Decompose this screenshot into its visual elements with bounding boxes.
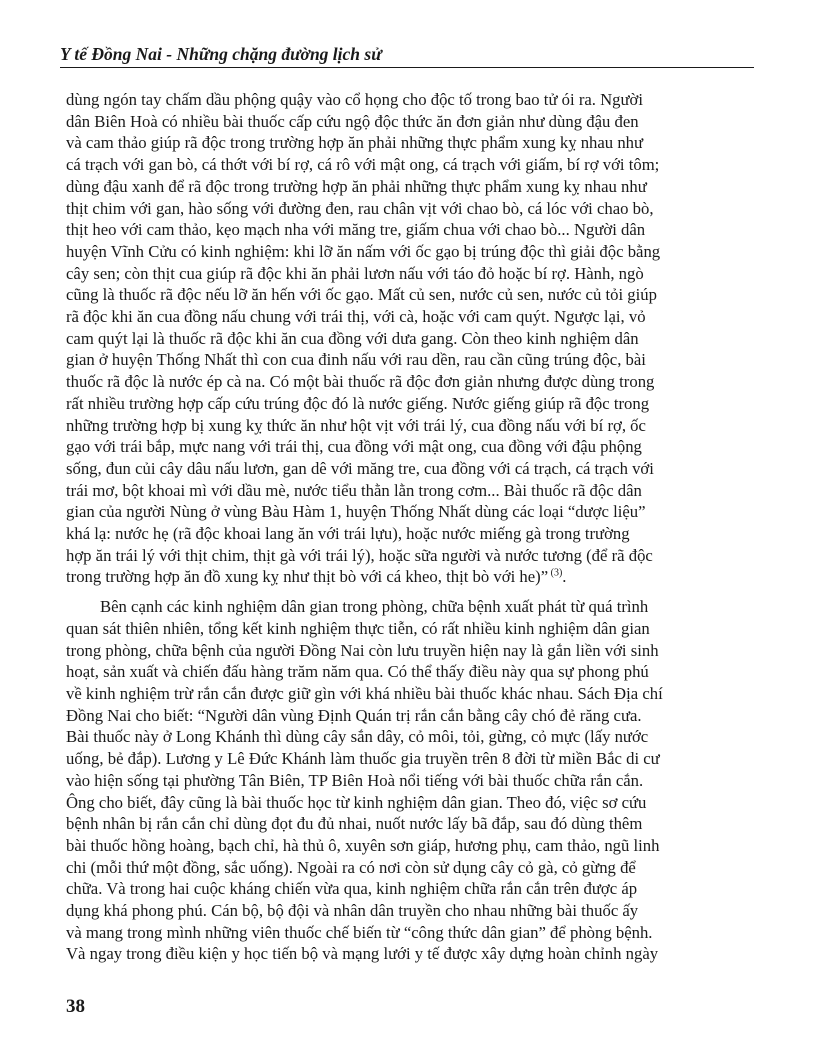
footnote-marker: (3)	[548, 567, 563, 579]
paragraph	[66, 596, 756, 965]
text-line: cũng là thuốc rã độc nếu lỡ ăn hến với ốc gạo. Mất củ sen, nước củ sen, nước củ tỏi giúp	[66, 285, 657, 305]
text-line: và mang trong mình những viên thuốc chế biến từ “công thức dân gian” để phòng bệnh.	[66, 922, 653, 942]
text-line: bài thuốc hồng hoàng, bạch chỉ, hà thủ ô, xuyên sơn giáp, hương phụ, cam thảo, ngũ linh	[66, 835, 660, 855]
text-line: huyện Vĩnh Cửu có kinh nghiệm: khi lỡ ăn nấm với ốc gạo bị trúng độc thì giải độc bằng	[66, 241, 661, 261]
text-line: Bên cạnh các kinh nghiệm dân gian trong phòng, chữa bệnh xuất phát từ quá trình	[100, 597, 649, 617]
text-line: chữa. Và trong hai cuộc kháng chiến vừa qua, kinh nghiệm chữa rắn cắn trên được áp	[66, 879, 638, 899]
running-header-title: Y tế Đồng Nai - Những chặng đường lịch sử	[60, 44, 382, 64]
header-rule	[60, 67, 754, 68]
text-line: và cam thảo giúp rã độc trong trường hợp ăn phải những thực phẩm xung kỵ nhau như	[66, 133, 644, 153]
text-line: trong trường hợp ăn đồ xung kỵ như thịt bò với cá kheo, thịt bò với he)” $^{(3)}$.	[66, 567, 567, 587]
text-line: sống, đun củi cây dâu nấu lươn, gan dê với măng tre, cua đồng với cá trạch, cá trạch với	[66, 458, 654, 478]
text-line: vào hiện sống tại phường Tân Biên, TP Biên Hoà nổi tiếng với bài thuốc chữa rắn cắn.	[66, 770, 644, 790]
text-line: về kinh nghiệm trừ rắn cắn được giữ gìn với khá nhiều bài thuốc khác nhau. Sách Địa chí	[66, 683, 663, 703]
text-line: Và ngay trong điều kiện y học tiến bộ và mạng lưới y tế được xây dựng hoàn chỉnh ngày	[66, 944, 659, 964]
text-line: rã độc khi ăn cua đồng nấu chung với trái thị, với cà, hoặc với cam quýt. Ngược lại, vỏ	[66, 307, 646, 327]
text-line: Ông cho biết, đây cũng là bài thuốc học từ kinh nghiệm dân gian. Theo đó, việc sơ cứu	[66, 792, 647, 812]
text-line: quan sát thiên nhiên, tổng kết kinh nghiệm thực tiễn, có rất nhiều kinh nghiệm dân gian	[66, 618, 650, 638]
paragraph	[66, 89, 756, 588]
text-line: thuốc rã độc là nước ép cà na. Có một bài thuốc rã độc đơn giản nhưng được dùng trong	[66, 372, 655, 392]
text-line: thịt heo với cam thảo, kẹo mạch nha với măng tre, giấm chua với chao bò... Người dân	[66, 220, 646, 240]
text-line: dùng đậu xanh để rã độc trong trường hợp ăn phải những thực phẩm xung kỵ nhau như	[66, 176, 647, 196]
text-line: cây sen; còn thịt cua giúp rã độc khi ăn phải lươn nấu với táo đỏ hoặc bí rợ. Hành, ngò	[66, 263, 644, 283]
text-line: cá trạch với gan bò, cá thớt với bí rợ, cá rô với mật ong, cá trạch với giấm, bí rợ với tôm;	[66, 155, 660, 175]
text-line: những trường hợp bị xung kỵ thức ăn như hột vịt với trái lý, cua đồng nấu với bí rợ, ốc	[66, 415, 646, 435]
text-line: thịt chim với gan, hào sống với đường đen, rau chân vịt với chao bò, cá lóc với chao bò,	[66, 198, 654, 218]
text-line: cam quýt lại là thuốc rã độc khi ăn cua đồng với dưa gang. Còn theo kinh nghiệm dân	[66, 328, 639, 348]
text-line: trong phòng, chữa bệnh của người Đồng Nai còn lưu truyền hiện nay là gắn liền với sinh	[66, 640, 659, 660]
text-line: trái mơ, bột khoai mì với dầu mè, nước tiểu thằn lằn trong cơm... Bài thuốc rã độc dân	[66, 480, 642, 500]
text-line: dùng ngón tay chấm dầu phộng quậy vào cổ họng cho độc tố trong bao tử ói ra. Người	[66, 90, 644, 109]
text-line: gian ở huyện Thống Nhất thì con cua đinh nấu với rau dền, rau cần cũng trúng độc, bài	[66, 350, 646, 370]
text-line: dụng khá phong phú. Cán bộ, bộ đội và nhân dân truyền cho nhau những bài thuốc ấy	[66, 901, 639, 921]
page-number: 38	[66, 996, 85, 1017]
text-line: gạo với trái bắp, mực nang với trái thị, cua đồng với mật ong, cua đồng với đậu phộng	[66, 437, 642, 457]
text-line: rất nhiều trường hợp cấp cứu trúng độc đó là nước giếng. Nước giếng giúp rã độc trong	[66, 393, 650, 413]
text-line: bệnh nhân bị rắn cắn chỉ dùng đọt đu đủ nhai, nuốt nước lấy bã đắp, sau đó dùng thêm	[66, 814, 643, 834]
end-punctuation: .	[562, 567, 567, 587]
text-line: gian của người Nùng ở vùng Bàu Hàm 1, huyện Thống Nhất dùng các loại “dược liệu”	[66, 502, 646, 522]
text-line: khá lạ: nước hẹ (rã độc khoai lang ăn với trái lựu), hoặc nước miếng gà trong trường	[66, 524, 630, 544]
text-line: chi (mỗi thứ một đồng, sắc uống). Ngoài ra có nơi còn sử dụng cây cỏ gà, cỏ gừng để	[66, 857, 636, 877]
text-line: hợp ăn trái lý với thịt chim, thịt gà với trái lý), hoặc sữa người và nước tương (để rã độc	[66, 545, 653, 565]
text-line: uống, bẻ đắp). Lương y Lê Đức Khánh làm thuốc gia truyền trên 8 đời từ miền Bắc di cư	[66, 749, 660, 769]
text-line: Bài thuốc này ở Long Khánh thì dùng cây sắn dây, cỏ môi, tỏi, gừng, cỏ mực (lấy nước	[66, 727, 649, 747]
text-line: Đồng Nai cho biết: “Người dân vùng Định Quán trị rắn cắn bằng cây chó đẻ răng cưa.	[66, 705, 642, 725]
body-text	[66, 89, 756, 965]
text-line: dân Biên Hoà có nhiều bài thuốc cấp cứu ngộ độc thức ăn đơn giản như dùng đậu đen	[66, 111, 639, 131]
text-line: hoạt, sản xuất và chiến đấu hàng trăm năm qua. Có thể thấy điều này qua sự phong phú	[66, 662, 649, 682]
